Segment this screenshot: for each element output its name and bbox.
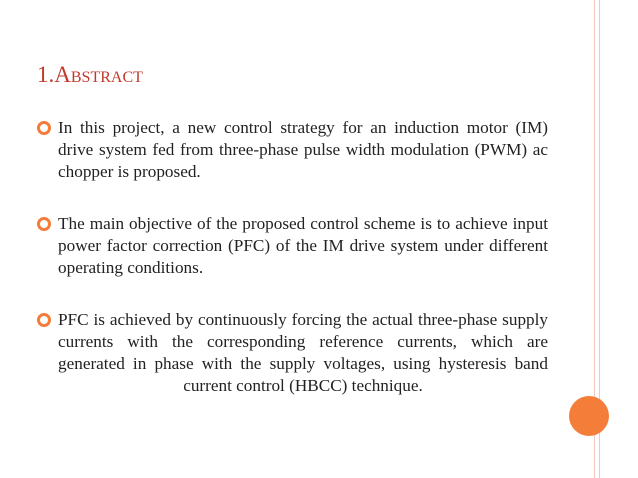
ring-bullet-icon xyxy=(36,312,52,328)
bullet-text: The main objective of the proposed control scheme is to achieve input power factor correction (PFC) of the IM drive system under different operating conditions. xyxy=(58,214,548,277)
bullet-text: In this project, a new control strategy for an induction motor (IM) drive system fed from three-phase pulse width modulation (PWM) ac chopper is proposed. xyxy=(58,118,548,181)
bullet-list xyxy=(36,117,548,427)
bullet-text: PFC is achieved by continuously forcing the actual three-phase supply currents with the corresponding reference currents, which are generated in phase with the supply voltages, using hysteresis band current control (HBCC) technique. xyxy=(58,310,548,395)
ring-bullet-icon xyxy=(36,120,52,136)
bullet-item xyxy=(36,117,548,183)
bullet-item xyxy=(36,213,548,279)
bullet-item xyxy=(36,309,548,397)
decorative-circle xyxy=(569,396,609,436)
slide-title-lead: 1.A xyxy=(37,62,71,87)
slide-title xyxy=(37,61,143,89)
ring-bullet-icon xyxy=(36,216,52,232)
slide-title-rest: bstract xyxy=(70,62,143,87)
